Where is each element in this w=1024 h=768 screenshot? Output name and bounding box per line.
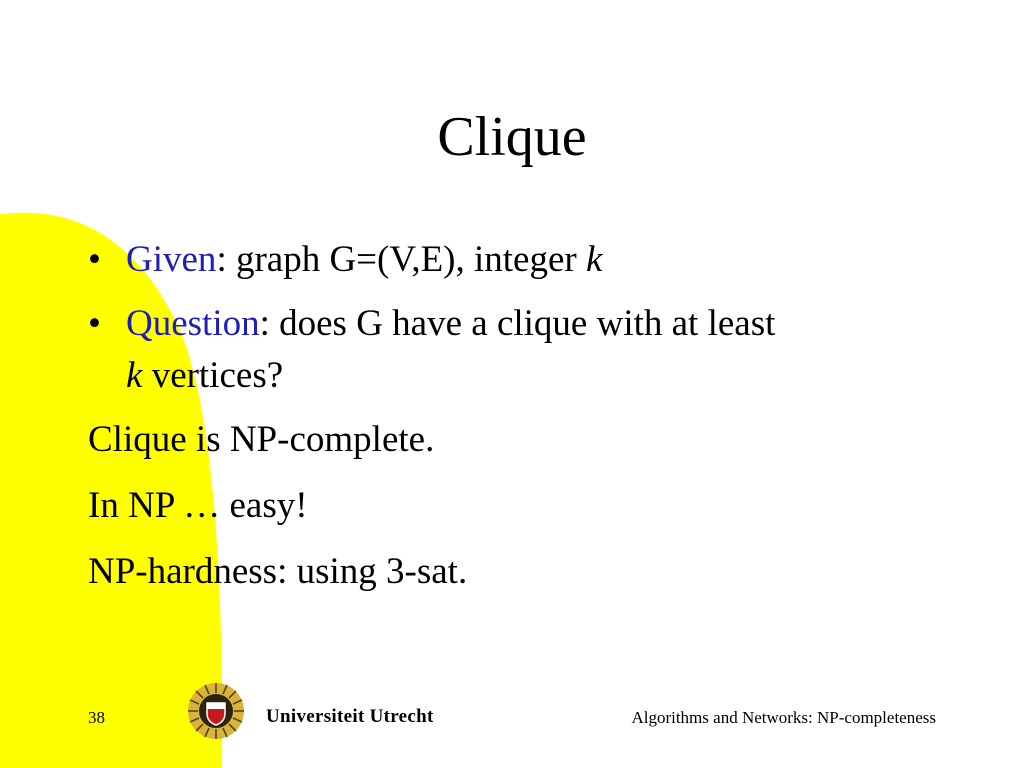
bullet-variable: k (126, 355, 143, 396)
paragraph-np-hardness: NP-hardness: using 3-sat. (88, 551, 468, 592)
paragraph-in-np: In NP … easy! (88, 485, 308, 526)
bullet-keyword: Question (126, 303, 260, 344)
slide-title: Clique (437, 106, 587, 168)
bullet-given (88, 234, 968, 286)
page-number: 38 (88, 708, 105, 727)
bullet-dot-icon: • (88, 239, 101, 280)
course-title: Algorithms and Networks: NP-completeness (631, 708, 936, 727)
bullet-question (88, 298, 968, 402)
university-seal-icon (186, 681, 246, 741)
bullet-text-continued: vertices? (142, 355, 284, 396)
slide-content (88, 234, 968, 612)
bullet-variable: k (585, 239, 603, 280)
bullet-keyword: Given (126, 239, 217, 280)
bullet-dot-icon: • (88, 303, 101, 344)
bullet-text: : graph G=(V,E), integer (216, 239, 586, 280)
paragraph-np-complete: Clique is NP-complete. (88, 419, 435, 460)
university-name: Universiteit Utrecht (266, 706, 434, 727)
bullet-text: : does G have a clique with at least (259, 303, 776, 344)
